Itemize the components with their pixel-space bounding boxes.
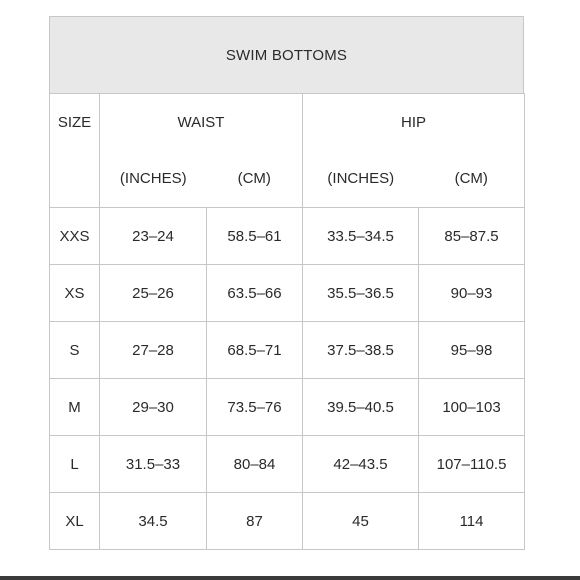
size-header: SIZE <box>50 94 100 151</box>
hip-cm-cell: 107–110.5 <box>419 436 525 493</box>
hip-header: HIP <box>303 94 525 151</box>
waist-cm-cell: 87 <box>207 493 303 550</box>
waist-inches-cell: 34.5 <box>100 493 207 550</box>
table-row <box>50 322 525 379</box>
hip-cm-cell: 100–103 <box>419 379 525 436</box>
hip-cm-cell: 90–93 <box>419 265 525 322</box>
waist-inches-cell: 25–26 <box>100 265 207 322</box>
size-header-blank <box>50 151 100 208</box>
waist-inches-cell: 23–24 <box>100 208 207 265</box>
waist-cm-cell: 73.5–76 <box>207 379 303 436</box>
hip-cm-cell: 114 <box>419 493 525 550</box>
waist-inches-cell: 31.5–33 <box>100 436 207 493</box>
table-row <box>50 208 525 265</box>
table-row <box>50 265 525 322</box>
size-cell: L <box>50 436 100 493</box>
table-row <box>50 436 525 493</box>
size-cell: XXS <box>50 208 100 265</box>
waist-cm-cell: 68.5–71 <box>207 322 303 379</box>
header-row-units <box>50 151 525 208</box>
hip-inches-cell: 37.5–38.5 <box>303 322 419 379</box>
hip-cm-cell: 95–98 <box>419 322 525 379</box>
waist-header: WAIST <box>100 94 303 151</box>
waist-cm-cell: 80–84 <box>207 436 303 493</box>
size-table <box>49 93 525 550</box>
hip-inches-cell: 35.5–36.5 <box>303 265 419 322</box>
size-cell: XL <box>50 493 100 550</box>
header-row-top <box>50 94 525 151</box>
waist-cm-header: (CM) <box>207 151 303 208</box>
waist-inches-header: (INCHES) <box>100 151 207 208</box>
waist-cm-cell: 58.5–61 <box>207 208 303 265</box>
size-cell: XS <box>50 265 100 322</box>
table-row <box>50 493 525 550</box>
hip-inches-cell: 39.5–40.5 <box>303 379 419 436</box>
hip-inches-header: (INCHES) <box>303 151 419 208</box>
hip-inches-cell: 45 <box>303 493 419 550</box>
size-chart <box>49 16 524 553</box>
table-title: SWIM BOTTOMS <box>49 16 524 94</box>
hip-inches-cell: 42–43.5 <box>303 436 419 493</box>
waist-cm-cell: 63.5–66 <box>207 265 303 322</box>
size-cell: S <box>50 322 100 379</box>
bottom-divider <box>0 576 580 580</box>
waist-inches-cell: 27–28 <box>100 322 207 379</box>
hip-cm-header: (CM) <box>419 151 525 208</box>
size-cell: M <box>50 379 100 436</box>
waist-inches-cell: 29–30 <box>100 379 207 436</box>
hip-inches-cell: 33.5–34.5 <box>303 208 419 265</box>
hip-cm-cell: 85–87.5 <box>419 208 525 265</box>
table-row <box>50 379 525 436</box>
